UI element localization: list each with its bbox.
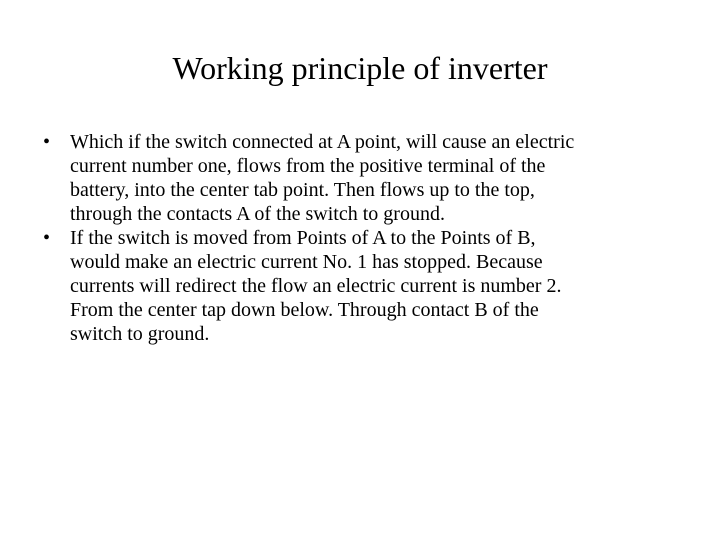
bullet-marker: •: [43, 227, 51, 249]
bullet-list: [43, 130, 693, 346]
bullet-item: [43, 130, 693, 226]
bullet-text-line: From the center tap down below. Through contact B of the: [70, 299, 539, 321]
bullet-text-line: If the switch is moved from Points of A to the Points of B,: [70, 227, 536, 249]
slide-title: Working principle of inverter: [172, 50, 548, 86]
bullet-text-line: currents will redirect the flow an electric current is number 2.: [70, 275, 562, 297]
bullet-text-line: through the contacts A of the switch to ground.: [70, 203, 445, 225]
bullet-text-line: would make an electric current No. 1 has stopped. Because: [70, 251, 543, 273]
bullet-text-line: switch to ground.: [70, 323, 210, 345]
bullet-text-line: current number one, flows from the positive terminal of the: [70, 155, 546, 177]
bullet-marker: •: [43, 131, 51, 153]
bullet-item: [43, 226, 693, 346]
bullet-text-line: Which if the switch connected at A point, will cause an electric: [70, 131, 575, 153]
bullet-text-line: battery, into the center tab point. Then flows up to the top,: [70, 179, 535, 201]
